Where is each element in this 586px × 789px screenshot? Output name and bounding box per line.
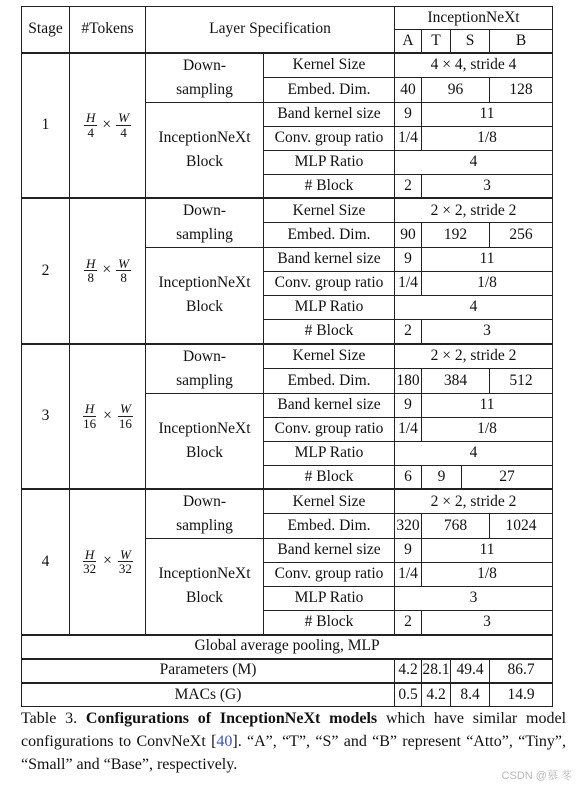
tokens-w-fraction-denominator: 4 bbox=[120, 124, 127, 140]
tokens-w-fraction bbox=[116, 111, 131, 139]
tokens-h-fraction-numerator: H bbox=[84, 401, 95, 417]
tokens-w-fraction bbox=[117, 402, 134, 430]
tokens-h-fraction bbox=[81, 548, 98, 576]
num-block-label: # Block bbox=[264, 320, 395, 344]
embed-dim-t-s: 384 bbox=[422, 368, 490, 393]
conv-group-a: 1/4 bbox=[395, 126, 422, 150]
num-block-a: 2 bbox=[395, 611, 422, 635]
tokens-h-fraction-numerator: H bbox=[84, 546, 95, 562]
embed-dim-b: 1024 bbox=[490, 514, 553, 539]
header-layer-spec: Layer Specification bbox=[146, 7, 395, 53]
table-row bbox=[22, 659, 553, 683]
embed-dim-label: Embed. Dim. bbox=[264, 77, 395, 102]
parameters-a: 4.2 bbox=[395, 659, 422, 683]
band-kernel-tsb: 11 bbox=[422, 248, 553, 272]
times-sign: × bbox=[102, 261, 112, 279]
num-block-label: # Block bbox=[264, 465, 395, 489]
num-block-label: # Block bbox=[264, 174, 395, 198]
band-kernel-tsb: 11 bbox=[422, 539, 553, 563]
header-tokens: #Tokens bbox=[70, 7, 146, 53]
table-row bbox=[22, 53, 553, 78]
downsampling-line-1: Down- bbox=[182, 493, 227, 511]
band-kernel-tsb: 11 bbox=[422, 102, 553, 126]
num-block-a: 2 bbox=[395, 320, 422, 344]
tokens-h-fraction-numerator: H bbox=[86, 110, 96, 126]
num-block-a: 2 bbox=[395, 174, 422, 198]
kernel-size-label: Kernel Size bbox=[264, 198, 395, 223]
header-model: InceptionNeXt bbox=[395, 7, 553, 30]
table-caption bbox=[21, 707, 566, 776]
inceptionnext-block-line-2: Block bbox=[185, 152, 224, 170]
header-variant-s: S bbox=[451, 30, 490, 53]
downsampling-line-1: Down- bbox=[182, 347, 227, 365]
embed-dim-b: 512 bbox=[490, 368, 553, 393]
mlp-ratio-value: 4 bbox=[395, 150, 553, 174]
embed-dim-a: 180 bbox=[395, 368, 422, 393]
caption-prefix: Table 3. bbox=[21, 710, 78, 727]
band-kernel-a: 9 bbox=[395, 539, 422, 563]
kernel-size-value: 4 × 4, stride 4 bbox=[395, 53, 553, 78]
num-block-label: # Block bbox=[264, 611, 395, 635]
num-block-a: 6 bbox=[395, 465, 422, 489]
macs-a: 0.5 bbox=[395, 683, 422, 707]
embed-dim-a: 320 bbox=[395, 514, 422, 539]
caption-ref-link[interactable]: 40 bbox=[216, 733, 233, 750]
tokens-w-fraction-denominator: 8 bbox=[120, 270, 127, 286]
inceptionnext-block-line-2: Block bbox=[185, 298, 224, 316]
mlp-ratio-value: 3 bbox=[395, 587, 553, 611]
tokens-h-fraction-denominator: 4 bbox=[87, 124, 94, 140]
band-kernel-label: Band kernel size bbox=[264, 102, 395, 126]
embed-dim-b: 128 bbox=[490, 77, 553, 102]
downsampling-line-1: Down- bbox=[182, 202, 227, 220]
caption-text-1: which have similar model configurations to ConvNeXt [ bbox=[21, 710, 567, 750]
embed-dim-b: 256 bbox=[490, 223, 553, 248]
inceptionnext-block-line-1: InceptionNeXt bbox=[158, 128, 251, 146]
table-row bbox=[22, 344, 553, 369]
stage-tokens bbox=[70, 344, 146, 490]
table-row bbox=[22, 7, 553, 30]
num-block-tsb: 3 bbox=[422, 174, 553, 198]
band-kernel-label: Band kernel size bbox=[264, 248, 395, 272]
stage-number: 3 bbox=[22, 344, 70, 490]
conv-group-label: Conv. group ratio bbox=[264, 563, 395, 587]
conv-group-tsb: 1/8 bbox=[422, 272, 553, 296]
header-variant-a: A bbox=[395, 30, 422, 53]
global-pooling-row: Global average pooling, MLP bbox=[22, 635, 553, 659]
stage-tokens bbox=[70, 198, 146, 344]
kernel-size-value: 2 × 2, stride 2 bbox=[395, 198, 553, 223]
block-label bbox=[146, 393, 264, 489]
kernel-size-label: Kernel Size bbox=[264, 489, 395, 514]
header-variant-b: B bbox=[490, 30, 553, 53]
inceptionnext-block-line-2: Block bbox=[185, 589, 224, 607]
num-block-sb: 27 bbox=[462, 465, 553, 489]
downsampling-label bbox=[146, 344, 264, 394]
downsampling-line-2: sampling bbox=[176, 371, 233, 389]
tokens-h-fraction bbox=[81, 402, 98, 430]
parameters-label: Parameters (M) bbox=[22, 659, 395, 683]
band-kernel-a: 9 bbox=[395, 393, 422, 417]
times-sign: × bbox=[103, 406, 112, 424]
mlp-ratio-label: MLP Ratio bbox=[264, 587, 395, 611]
tokens-h-fraction-denominator: 16 bbox=[83, 415, 97, 431]
table-row bbox=[22, 635, 553, 659]
embed-dim-label: Embed. Dim. bbox=[264, 223, 395, 248]
tokens-w-fraction-numerator: W bbox=[118, 110, 129, 126]
macs-t: 4.2 bbox=[422, 683, 451, 707]
tokens-h-fraction-numerator: H bbox=[86, 255, 96, 271]
tokens-w-fraction-denominator: 32 bbox=[118, 561, 132, 577]
stage-number: 2 bbox=[22, 198, 70, 344]
kernel-size-label: Kernel Size bbox=[264, 344, 395, 369]
mlp-ratio-label: MLP Ratio bbox=[264, 441, 395, 465]
kernel-size-label: Kernel Size bbox=[264, 53, 395, 78]
block-label bbox=[146, 539, 264, 635]
configuration-table bbox=[21, 6, 553, 707]
tokens-w-fraction-numerator: W bbox=[118, 255, 129, 271]
macs-b: 14.9 bbox=[490, 683, 553, 707]
num-block-tsb: 3 bbox=[422, 320, 553, 344]
inceptionnext-block-line-1: InceptionNeXt bbox=[158, 419, 251, 437]
conv-group-label: Conv. group ratio bbox=[264, 126, 395, 150]
parameters-b: 86.7 bbox=[490, 659, 553, 683]
mlp-ratio-value: 4 bbox=[395, 296, 553, 320]
conv-group-a: 1/4 bbox=[395, 272, 422, 296]
table-row bbox=[22, 489, 553, 514]
stage-tokens bbox=[70, 53, 146, 199]
embed-dim-a: 40 bbox=[395, 77, 422, 102]
band-kernel-label: Band kernel size bbox=[264, 539, 395, 563]
inceptionnext-block-line-2: Block bbox=[185, 443, 224, 461]
tokens-w-fraction-denominator: 16 bbox=[118, 415, 132, 431]
caption-lead: Configurations of InceptionNeXt models bbox=[85, 710, 378, 727]
table-row bbox=[22, 198, 553, 223]
header-stage: Stage bbox=[22, 7, 70, 53]
embed-dim-label: Embed. Dim. bbox=[264, 368, 395, 393]
band-kernel-tsb: 11 bbox=[422, 393, 553, 417]
stage-number: 1 bbox=[22, 53, 70, 199]
times-sign: × bbox=[102, 115, 112, 133]
stage-tokens bbox=[70, 489, 146, 635]
block-label bbox=[146, 248, 264, 344]
tokens-h-fraction-denominator: 8 bbox=[87, 270, 94, 286]
block-label bbox=[146, 102, 264, 198]
downsampling-line-2: sampling bbox=[176, 226, 233, 244]
conv-group-tsb: 1/8 bbox=[422, 417, 553, 441]
tokens-w-fraction-numerator: W bbox=[119, 401, 131, 417]
embed-dim-t-s: 192 bbox=[422, 223, 490, 248]
embed-dim-t-s: 96 bbox=[422, 77, 490, 102]
tokens-h-fraction-denominator: 32 bbox=[83, 561, 97, 577]
parameters-s: 49.4 bbox=[451, 659, 490, 683]
mlp-ratio-label: MLP Ratio bbox=[264, 150, 395, 174]
kernel-size-value: 2 × 2, stride 2 bbox=[395, 344, 553, 369]
kernel-size-value: 2 × 2, stride 2 bbox=[395, 489, 553, 514]
downsampling-line-2: sampling bbox=[176, 517, 233, 535]
downsampling-label bbox=[146, 198, 264, 248]
tokens-h-fraction bbox=[84, 257, 97, 285]
band-kernel-label: Band kernel size bbox=[264, 393, 395, 417]
num-block-tsb: 3 bbox=[422, 611, 553, 635]
tokens-w-fraction-numerator: W bbox=[119, 546, 131, 562]
conv-group-tsb: 1/8 bbox=[422, 563, 553, 587]
embed-dim-t-s: 768 bbox=[422, 514, 490, 539]
mlp-ratio-value: 4 bbox=[395, 441, 553, 465]
macs-label: MACs (G) bbox=[22, 683, 395, 707]
mlp-ratio-label: MLP Ratio bbox=[264, 296, 395, 320]
watermark: CSDN @慕 苳 bbox=[501, 770, 572, 782]
conv-group-label: Conv. group ratio bbox=[264, 417, 395, 441]
downsampling-line-2: sampling bbox=[176, 80, 233, 98]
band-kernel-a: 9 bbox=[395, 248, 422, 272]
caption-text-2: ]. “A”, “T”, “S” and “B” represent “Atto”, “Tiny”, “Small” and “Base”, respectively. bbox=[21, 733, 567, 773]
band-kernel-a: 9 bbox=[395, 102, 422, 126]
tokens-w-fraction bbox=[116, 257, 131, 285]
embed-dim-label: Embed. Dim. bbox=[264, 514, 395, 539]
conv-group-tsb: 1/8 bbox=[422, 126, 553, 150]
parameters-t: 28.1 bbox=[422, 659, 451, 683]
downsampling-label bbox=[146, 489, 264, 539]
header-variant-t: T bbox=[422, 30, 451, 53]
downsampling-line-1: Down- bbox=[182, 56, 227, 74]
table-row bbox=[22, 683, 553, 707]
stage-number: 4 bbox=[22, 489, 70, 635]
conv-group-a: 1/4 bbox=[395, 417, 422, 441]
times-sign: × bbox=[103, 552, 112, 570]
tokens-w-fraction bbox=[117, 548, 134, 576]
macs-s: 8.4 bbox=[451, 683, 490, 707]
downsampling-label bbox=[146, 53, 264, 103]
inceptionnext-block-line-1: InceptionNeXt bbox=[158, 565, 251, 583]
inceptionnext-block-line-1: InceptionNeXt bbox=[158, 274, 251, 292]
conv-group-a: 1/4 bbox=[395, 563, 422, 587]
conv-group-label: Conv. group ratio bbox=[264, 272, 395, 296]
num-block-t: 9 bbox=[422, 465, 462, 489]
tokens-h-fraction bbox=[84, 111, 97, 139]
embed-dim-a: 90 bbox=[395, 223, 422, 248]
